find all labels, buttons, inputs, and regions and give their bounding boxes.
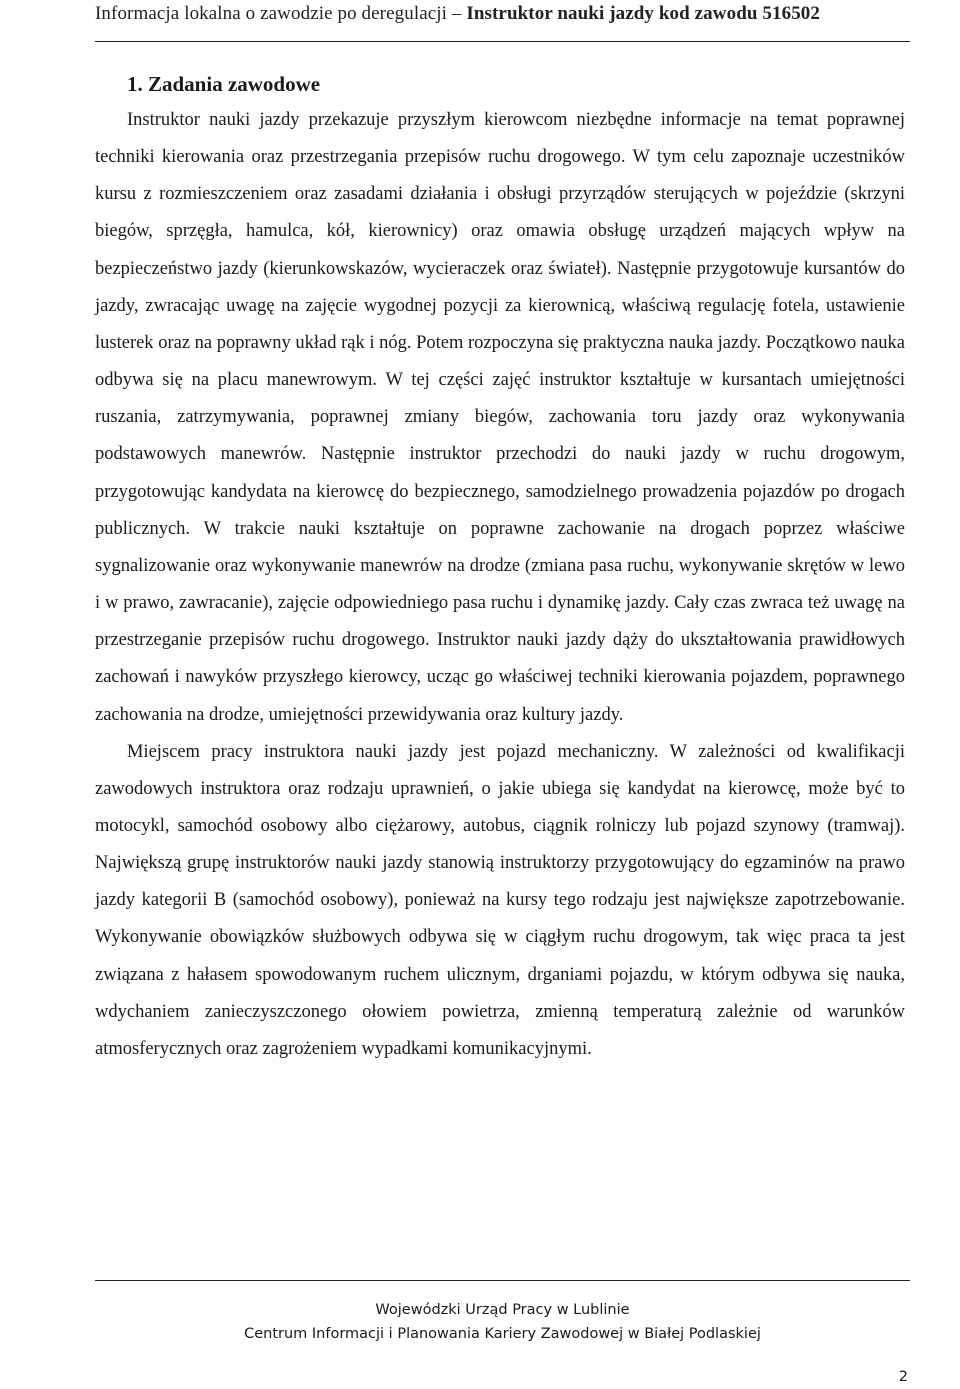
paragraph-workplace: Miejscem pracy instruktora nauki jazdy jest pojazd mechaniczny. W zależności od kwalifikacji zawodowych instruktora oraz rodzaju uprawnień, o jakie ubiega się kandydat na kierowcę, może być to motocykl, samochód osobowy albo ciężarowy, autobus, ciągnik rolniczy lub pojazd szynowy (tramwaj). Największą grupę instruktorów nauki jazdy stanowią instruktorzy przygotowujący do egzaminów na prawo jazdy kategorii B (samochód osobowy), ponieważ na kursy tego rodzaju jest największe zapotrzebowanie. Wykonywanie obowiązków służbowych odbywa się w ciągłym ruchu drogowym, tak więc praca ta jest związana z hałasem spowodowanym ruchem ulicznym, drganiami pojazdu, w którym odbywa się nauka, wdychaniem zanieczyszczonego ołowiem powietrza, zmienną temperaturą zależnie od warunków atmosferycznych oraz zagrożeniem wypadkami komunikacyjnymi. — [95, 741, 905, 1059]
page-footer — [95, 1280, 910, 1346]
page-number: 2 — [898, 1369, 908, 1385]
document-body — [95, 66, 905, 1068]
footer-center: Centrum Informacji i Planowania Kariery Zawodowej w Białej Podlaskiej — [244, 1326, 761, 1342]
section-heading: 1. Zadania zawodowe — [127, 72, 321, 96]
header-prefix: Informacja lokalna o zawodzie po deregulacji – — [95, 3, 467, 24]
header-occupation: Instruktor nauki jazdy kod zawodu 516502 — [466, 3, 820, 24]
page-header — [95, 0, 910, 42]
footer-office: Wojewódzki Urząd Pracy w Lublinie — [375, 1302, 630, 1318]
paragraph-tasks: Instruktor nauki jazdy przekazuje przyszłym kierowcom niezbędne informacje na temat poprawnej techniki kierowania oraz przestrzegania przepisów ruchu drogowego. W tym celu zapoznaje uczestników kursu z rozmieszczeniem oraz zasadami działania i obsługi przyrządów sterujących w pojeździe (skrzyni biegów, sprzęgła, hamulca, kół, kierownicy) oraz omawia obsługę urządzeń mających wpływ na bezpieczeństwo jazdy (kierunkowskazów, wycieraczek oraz świateł). Następnie przygotowuje kursantów do jazdy, zwracając uwagę na zajęcie wygodnej pozycji za kierownicą, właściwą regulację fotela, ustawienie lusterek oraz na poprawny układ rąk i nóg. Potem rozpoczyna się praktyczna nauka jazdy. Początkowo nauka odbywa się na placu manewrowym. W tej części zajęć instruktor kształtuje w kursantach umiejętności ruszania, zatrzymywania, poprawnej zmiany biegów, zachowania toru jazdy oraz wykonywania podstawowych manewrów. Następnie instruktor przechodzi do nauki jazdy w ruchu drogowym, przygotowując kandydata na kierowcę do bezpiecznego, samodzielnego prowadzenia pojazdów po drogach publicznych. W trakcie nauki kształtuje on poprawne zachowanie na drogach poprzez właściwe sygnalizowanie oraz wykonywanie manewrów na drodze (zmiana pasa ruchu, wykonywanie skrętów w lewo i w prawo, zawracanie), zajęcie odpowiedniego pasa ruchu i dynamikę jazdy. Cały czas zwraca też uwagę na przestrzeganie przepisów ruchu drogowego. Instruktor nauki jazdy dąży do ukształtowania prawidłowych zachowań i nawyków przyszłego kierowcy, ucząc go właściwej techniki kierowania pojazdem, poprawnego zachowania na drodze, umiejętności przewidywania oraz kultury jazdy. — [95, 110, 905, 725]
